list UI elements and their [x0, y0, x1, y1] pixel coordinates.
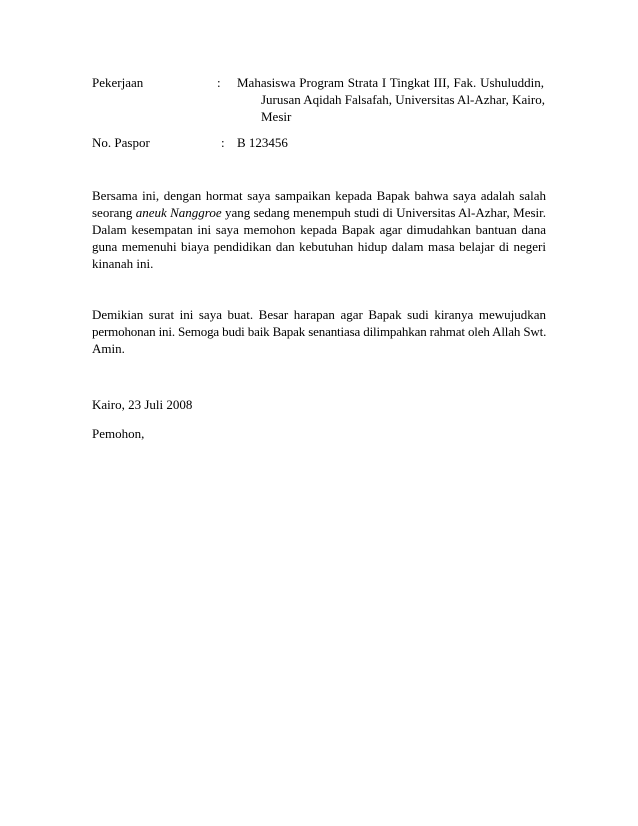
paragraph-2-line-1: Demikian surat ini saya buat. Besar harapan agar Bapak sudi kiranya mewujudkan [92, 307, 546, 322]
paragraph-2-line-2: permohonan ini. Semoga budi baik Bapak senantiasa dilimpahkan rahmat oleh Allah Swt. [92, 324, 547, 339]
paragraph-1-line-5: kinanah ini. [92, 256, 154, 271]
field-value-pekerjaan-line-3: Mesir [261, 109, 292, 124]
field-label-paspor: No. Paspor [92, 135, 150, 150]
field-label-pekerjaan: Pekerjaan [92, 75, 144, 90]
paragraph-1-italic-term: aneuk Nanggroe [135, 205, 222, 220]
field-pekerjaan [92, 74, 544, 126]
paragraph-1-line-2 [92, 204, 546, 221]
paragraph-1-line-2-post: yang sedang menempuh studi di Universitas Al-Azhar, Mesir. [221, 205, 546, 220]
field-paspor [92, 134, 544, 151]
paragraph-1-line-2-pre: seorang [92, 205, 136, 220]
body-paragraph-1 [92, 187, 546, 272]
paragraph-1-line-3: Dalam kesempatan ini saya memohon kepada Bapak agar dimudahkan bantuan dana [92, 222, 546, 237]
paragraph-2-line-3: Amin. [92, 341, 125, 356]
paragraph-1-line-1: Bersama ini, dengan hormat saya sampaikan kepada Bapak bahwa saya adalah salah [92, 188, 546, 203]
paragraph-1-line-4: guna memenuhi biaya pendidikan dan kebutuhan hidup dalam masa belajar di negeri [92, 239, 546, 254]
field-value-pekerjaan-line-1: Mahasiswa Program Strata I Tingkat III, Fak. Ushuluddin, [237, 75, 544, 90]
field-value-pekerjaan-line-2: Jurusan Aqidah Falsafah, Universitas Al-Azhar, Kairo, [261, 92, 545, 107]
field-colon-paspor: : [221, 135, 225, 150]
place-date: Kairo, 23 Juli 2008 [92, 397, 193, 412]
body-paragraph-2 [92, 306, 546, 357]
field-value-pekerjaan [237, 74, 544, 125]
signature-label: Pemohon, [92, 426, 145, 441]
field-colon-pekerjaan: : [217, 75, 221, 90]
field-value-paspor: B 123456 [237, 135, 288, 150]
